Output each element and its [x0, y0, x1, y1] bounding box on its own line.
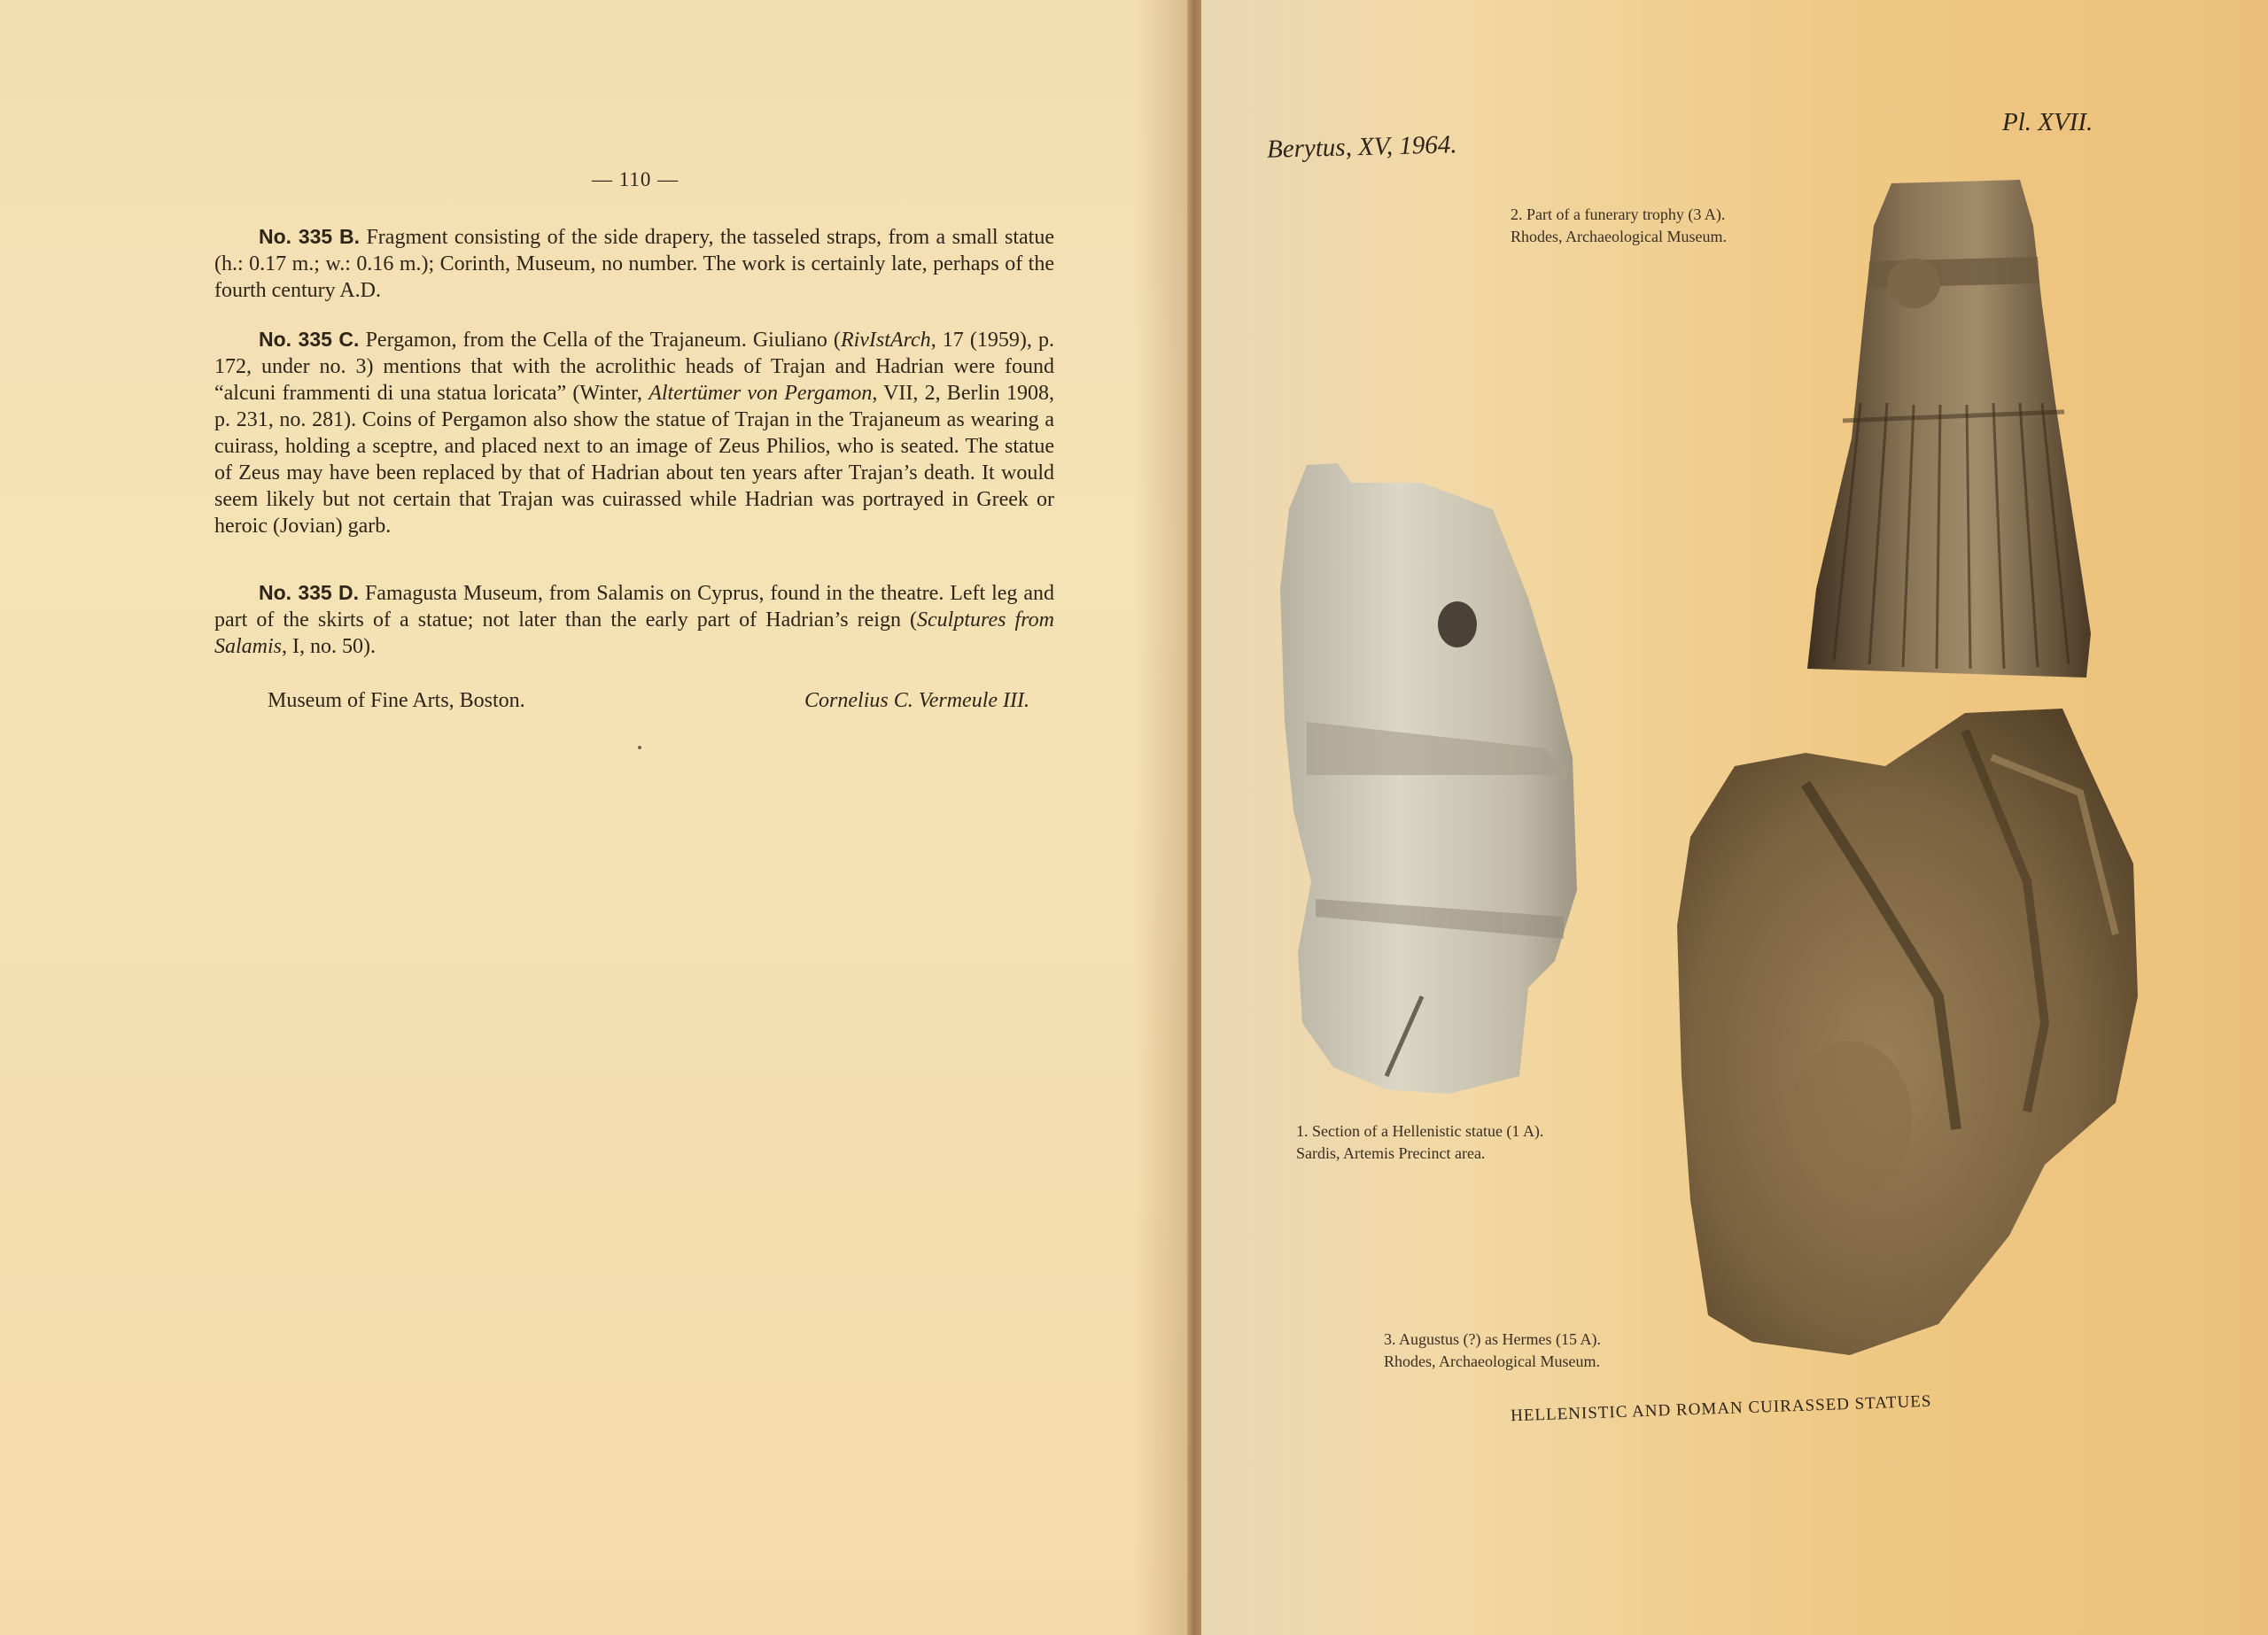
entry-number: No. 335 D.: [259, 581, 360, 604]
entry-text: , I, no. 50).: [282, 635, 376, 658]
funerary-trophy-photo: [1798, 173, 2117, 686]
journal-header: Berytus, XV, 1964.: [1266, 130, 1457, 164]
book-gutter: [1187, 0, 1201, 1635]
entry-number: No. 335 B.: [259, 225, 361, 248]
caption-line: 1. Section of a Hellenistic statue (1 A).: [1296, 1122, 1544, 1140]
caption-2: [1511, 204, 1727, 248]
entry-text: Fragment consisting of the side drapery, the tasseled straps, from a small statue (h.: 0.17 m.; w.: 0.16 m.); Corinth, Museum, no number. The work is certainly late, perhaps of the fourth century A.D.: [214, 226, 1054, 302]
entry-text: Pergamon, from the Cella of the Trajaneum. Giuliano (: [365, 329, 841, 352]
citation-title: Sculptures from Salamis: [214, 608, 1054, 658]
hellenistic-statue-photo: [1271, 456, 1608, 1103]
signature-author: Cornelius C. Vermeule III.: [804, 689, 1029, 712]
citation-title: Altertümer von Pergamon: [649, 382, 873, 405]
signature: [268, 689, 1029, 713]
caption-1: [1296, 1120, 1543, 1165]
caption-line: Rhodes, Archaeological Museum.: [1511, 228, 1727, 245]
caption-line: 2. Part of a funerary trophy (3 A).: [1511, 205, 1726, 223]
citation-title: RivIstArch: [840, 329, 931, 352]
page-number: — 110 —: [592, 168, 680, 190]
plate-title: HELLENISTIC AND ROMAN CUIRASSED STATUES: [1510, 1391, 1932, 1426]
entry-text: Famagusta Museum, from Salamis on Cyprus, found in the theatre. Left leg and part of the skirts of a statue; not later than the early part of Hadrian’s reign (: [214, 582, 1054, 632]
entry-335d: [214, 579, 1054, 660]
entry-number: No. 335 C.: [259, 328, 360, 351]
entry-text: , 17 (1959), p. 172, under no. 3) mentions that with the acrolithic heads of Trajan and Hadrian were found “alcuni frammenti di una statua loricata” (Winter,: [214, 329, 1055, 405]
entry-335b: [214, 223, 1054, 304]
speck: [638, 746, 641, 749]
caption-line: Sardis, Artemis Precinct area.: [1296, 1144, 1486, 1162]
plate-number: Pl. XVII.: [2002, 108, 2093, 136]
entry-335c: [214, 326, 1054, 539]
caption-line: Rhodes, Archaeological Museum.: [1384, 1352, 1600, 1370]
caption-line: 3. Augustus (?) as Hermes (15 A).: [1384, 1330, 1601, 1348]
entry-paragraph: [214, 579, 1054, 660]
augustus-hermes-photo: [1673, 704, 2142, 1355]
signature-place: Museum of Fine Arts, Boston.: [268, 689, 525, 712]
entry-paragraph: [214, 326, 1054, 539]
entry-paragraph: [214, 223, 1054, 304]
entry-text: , VII, 2, Berlin 1908, p. 231, no. 281). Coins of Pergamon also show the statue of Trajan in the Trajaneum as wearing a cuirass, holding a sceptre, and placed next to an image of Zeus Philios, who is seated. The statue of Zeus may have been replaced by that of Hadrian about ten years after Trajan’s death. It would seem likely but not certain that Trajan was cuirassed while Hadrian was portrayed in Greek or heroic (Jovian) garb.: [214, 382, 1054, 538]
caption-3: [1384, 1329, 1601, 1373]
